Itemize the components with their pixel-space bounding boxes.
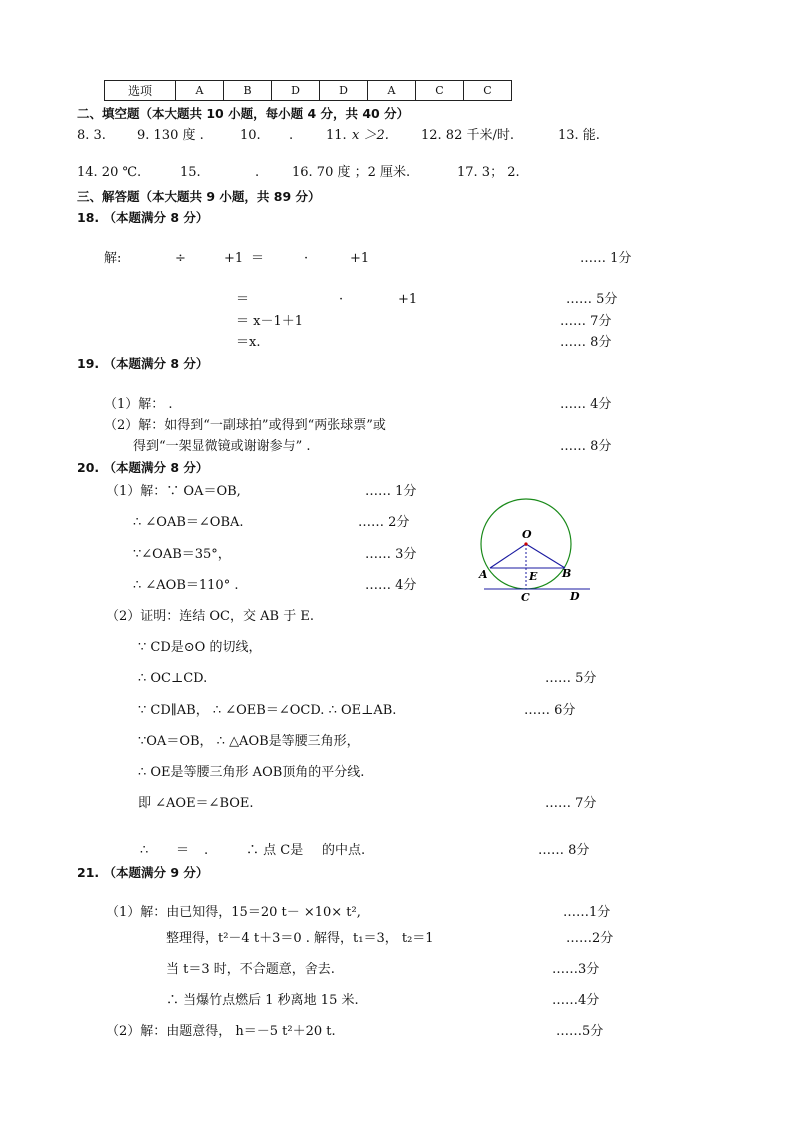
answer-q15: 15.	[180, 165, 201, 180]
q18-line-4: ＝x.	[236, 335, 261, 350]
q20-score-3: …… 3分	[365, 547, 417, 562]
q18-equals: ＝	[251, 251, 265, 266]
q21-line-1: （1）解：由已知得，15＝20 t－ ×10× t²,	[106, 905, 361, 920]
answer-q11-value: x ＞2.	[352, 128, 389, 143]
q21-line-2: 整理得，t²－4 t＋3＝0 . 解得，t₁＝3， t₂＝1	[166, 931, 434, 946]
label-d: D	[570, 590, 580, 603]
circle-tangent-figure	[476, 496, 596, 606]
q20-score-5: …… 5分	[545, 671, 597, 686]
q19-line-2: （2）解：如得到“一副球拍”或得到“两张球票”或	[104, 418, 386, 433]
section-2-title: 二、填空题（本大题共 10 小题，每小题 4 分，共 40 分）	[77, 106, 410, 121]
q18-dot: ·	[304, 251, 309, 266]
q18-score-1: …… 1分	[580, 251, 632, 266]
label-c: C	[521, 591, 530, 604]
q18-score-3: …… 7分	[560, 314, 612, 329]
q20-line-9: ∵OA＝OB， ∴ △AOB是等腰三角形，	[138, 734, 360, 749]
q20-score-7: …… 7分	[545, 796, 597, 811]
center-point	[524, 542, 527, 545]
q19-title: 19. （本题满分 8 分）	[77, 356, 209, 371]
q21-line-4: ∴ 当爆竹点燃后 1 秒离地 15 米.	[166, 993, 359, 1008]
radius-ob	[526, 544, 565, 568]
q21-line-3: 当 t＝3 时，不合题意，舍去.	[166, 962, 335, 977]
q21-line-5: （2）解：由题意得， h＝－5 t²＋20 t.	[106, 1024, 336, 1039]
table-cell: D	[320, 81, 368, 101]
q20-title: 20. （本题满分 8 分）	[77, 460, 209, 475]
q20-period: .	[204, 843, 209, 858]
q20-line-11: 即 ∠AOE＝∠BOE.	[138, 796, 254, 811]
answer-q9: 9. 130 度 .	[137, 128, 204, 143]
options-table	[104, 80, 512, 101]
q20-line-1: （1）解：∵ OA＝OB,	[106, 484, 241, 499]
answer-q14: 14. 20 ℃.	[77, 165, 142, 180]
answer-q10-value: .	[289, 128, 294, 143]
label-a: A	[479, 568, 488, 581]
q20-line-3: ∵∠OAB＝35°，	[133, 547, 231, 562]
q19-score-1: …… 4分	[560, 397, 612, 412]
q18-plus-one: +1	[224, 251, 244, 266]
q18-plus-one: +1	[398, 292, 418, 307]
label-e: E	[529, 570, 538, 583]
q21-score-5: ……5分	[556, 1024, 604, 1039]
table-cell: B	[224, 81, 272, 101]
table-header: 选项	[105, 81, 176, 101]
q20-line-5: （2）证明：连结 OC，交 AB 于 E.	[106, 609, 314, 624]
q21-score-2: ……2分	[566, 931, 614, 946]
q20-line-2: ∴ ∠OAB＝∠OBA.	[133, 515, 244, 530]
q19-line-1: （1）解： .	[104, 397, 173, 412]
table-cell: C	[464, 81, 512, 101]
q20-score-4: …… 4分	[365, 578, 417, 593]
answer-q11: 11.	[326, 128, 347, 143]
q18-solution-label: 解:	[104, 251, 122, 266]
answer-q16: 16. 70 度 ；2 厘米.	[292, 165, 411, 180]
q20-equals: ＝	[176, 843, 190, 858]
q20-line-10: ∴ OE是等腰三角形 AOB顶角的平分线.	[138, 765, 365, 780]
q18-score-4: …… 8分	[560, 335, 612, 350]
answer-q13: 13. 能.	[558, 128, 600, 143]
q20-therefore: ∴	[140, 843, 149, 858]
q18-dot: ·	[339, 292, 344, 307]
answer-q12: 12. 82 千米/时.	[421, 128, 514, 143]
q21-score-1: ……1分	[563, 905, 611, 920]
q20-score-8: …… 8分	[538, 843, 590, 858]
q20-line-7: ∴ OC⊥CD.	[138, 671, 208, 686]
q21-score-4: ……4分	[552, 993, 600, 1008]
radius-oa	[490, 544, 526, 568]
q20-line-4: ∴ ∠AOB＝110° .	[133, 578, 239, 593]
answer-q15-value: .	[255, 165, 260, 180]
table-cell: C	[416, 81, 464, 101]
q20-point-c: ∴ 点 C是	[246, 843, 304, 858]
table-cell: D	[272, 81, 320, 101]
q21-score-3: ……3分	[552, 962, 600, 977]
q18-score-2: …… 5分	[566, 292, 618, 307]
q20-midpoint: 的中点.	[322, 843, 366, 858]
q20-score-6: …… 6分	[524, 703, 576, 718]
section-3-title: 三、解答题（本大题共 9 小题，共 89 分）	[77, 189, 321, 204]
label-o: O	[522, 528, 532, 541]
q20-line-6: ∵ CD是⊙O 的切线，	[138, 640, 262, 655]
q20-score-1: …… 1分	[365, 484, 417, 499]
q21-title: 21. （本题满分 9 分）	[77, 865, 209, 880]
q18-line-3: ＝ x－1＋1	[236, 314, 304, 329]
q20-score-2: …… 2分	[358, 515, 410, 530]
answer-q10: 10.	[240, 128, 261, 143]
q19-line-3: 得到“一架显微镜或谢谢参与” .	[133, 439, 311, 454]
answer-q17: 17. 3； 2.	[457, 165, 520, 180]
q18-equals: ＝	[236, 292, 250, 307]
q20-line-8: ∵ CD∥AB， ∴ ∠OEB＝∠OCD. ∴ OE⊥AB.	[138, 703, 397, 718]
q18-title: 18. （本题满分 8 分）	[77, 210, 209, 225]
table-cell: A	[176, 81, 224, 101]
q18-plus-one: +1	[350, 251, 370, 266]
q18-divide: ÷	[175, 251, 186, 266]
q19-score-2: …… 8分	[560, 439, 612, 454]
table-cell: A	[368, 81, 416, 101]
label-b: B	[562, 567, 572, 580]
answer-q8: 8. 3.	[77, 128, 106, 143]
